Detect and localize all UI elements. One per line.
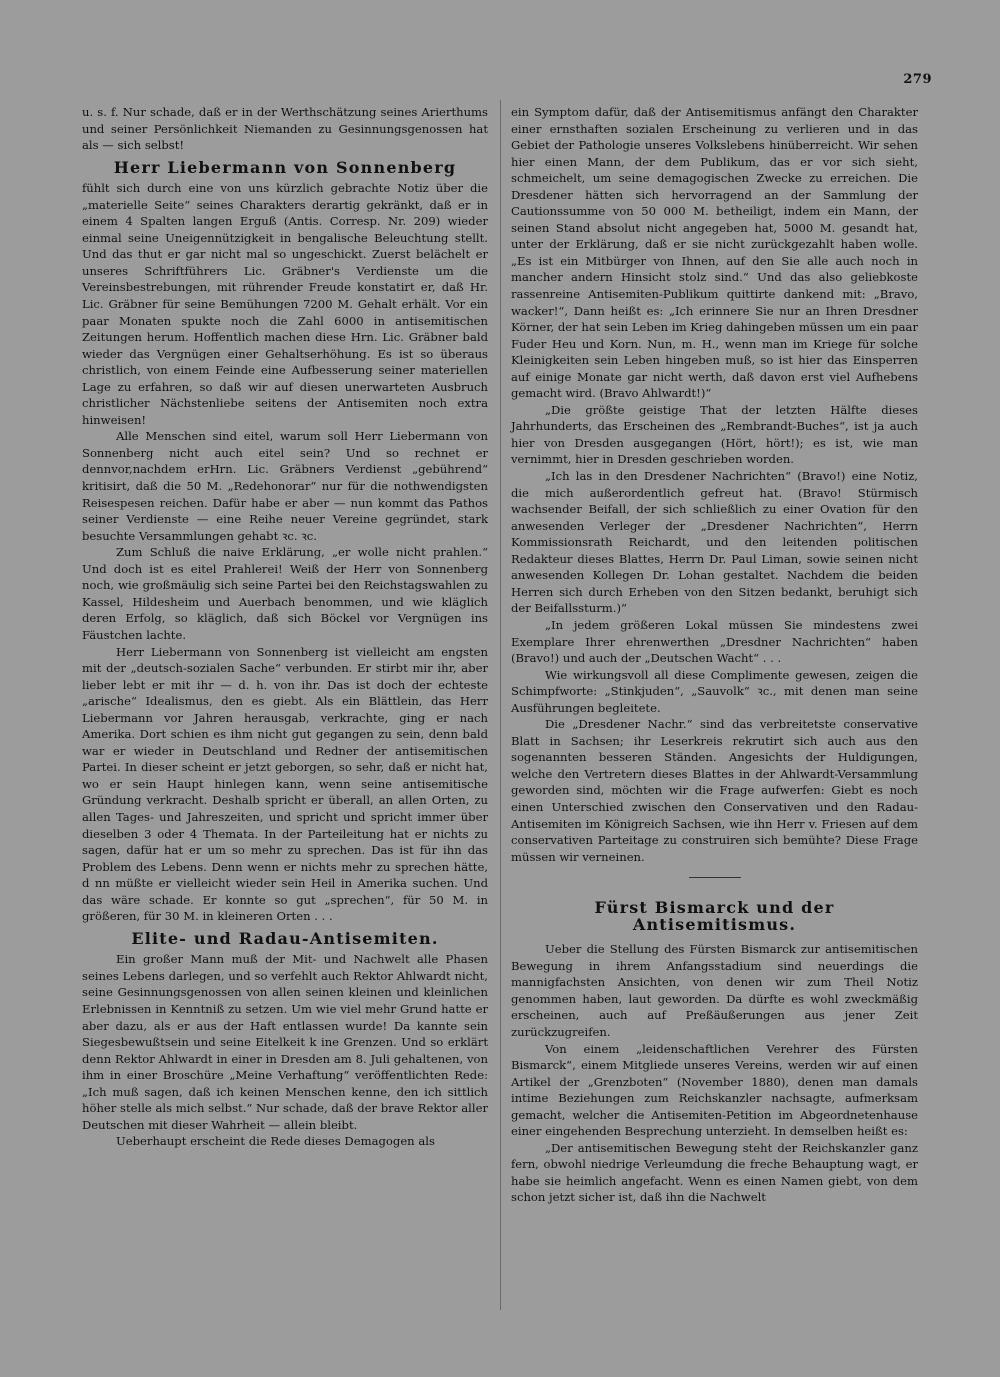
right-paragraph-8: Von einem „leidenschaftlichen Verehrer des Fürsten Bismarck“, einem Mitgliede unseres Vereins, werden wir auf einen Artikel der „Grenzboten“ (November 1880), denen man damals intime Beziehungen zum Reichskanzler nachsagte, aufmerksam gemacht, welcher die Antisemiten-Petition im Abgeordnetenhause einer eingehenden Besprechung unterzieht. In demselben heißt es: [511,1041,918,1139]
left-paragraph-7: Ueberhaupt erscheint die Rede dieses Demagogen als [116,1134,435,1149]
right-paragraph-9: „Der antisemitischen Bewegung steht der Reichskanzler ganz fern, obwohl niedrige Verleumdung die freche Behauptung wagt, er habe sie heimlich angefacht. Wenn es einen Namen giebt, von dem schon jetzt sicher ist, daß ihn die Nachwelt [511,1140,918,1205]
left-paragraph-5: Herr Liebermann von Sonnenberg ist vielleicht am engsten mit der „deutsch-sozialen Sache“ verbunden. Er stirbt mir ihr, aber lieber lebt er mit ihr — d. h. von ihr. Das ist doch der echteste „arische“ Idealismus, den es giebt. Als ein Blättlein, das Herr Liebermann vor Jahren herausgab, verkrachte, ging er nach Amerika. Dort schien es ihm nicht gut gegangen zu sein, denn bald war er wieder in Deutschland und Redner der antisemitischen Partei. In dieser scheint er jetzt geborgen, so sehr, daß er nicht hat, wo er sein Haupt hinlegen kann, wenn seine antisemitische Gründung verkracht. Deshalb spricht er überall, an allen Orten, zu allen Tages- und Jahreszeiten, und spricht und spricht immer über dieselben 3 oder 4 Themata. In der Parteileitung hat er nichts zu sagen, dafür hat er um so mehr zu sprechen. Das ist für ihn das Problem des Lebens. Denn wenn er nichts mehr zu sprechen hätte, d nn müßte er vielleicht wieder sein Heil in Amerika suchen. Und das wäre schade. Er konnte so gut „sprechen“, für 50 M. in größeren, für 30 M. in kleineren Orten . . . [82,644,488,924]
article-heading-liebermann: Herr Liebermann von Sonnenberg [113,157,457,177]
section-separator [689,877,741,878]
left-column [82,104,488,1150]
article-heading-bismarck: Fürst Bismarck und der Antisemitismus. [594,898,835,934]
right-paragraph-2: „Die größte geistige That der letzten Hälfte dieses Jahrhunderts, das Erscheinen des „Rembrandt-Buches“, ist ja auch hier von Dresden ausgegangen (Hört, hört!); es ist, wie man vernimmt, hier in Dresden geschrieben worden. [511,402,918,467]
right-paragraph-6: Die „Dresdener Nachr.“ sind das verbreitetste conservative Blatt in Sachsen; ihr Leserkreis rekrutirt sich auch aus den sogenannten besseren Ständen. Angesichts der Huldigungen, welche den Vertretern dieses Blattes in der Ahlwardt-Versammlung geworden sind, möchten wir die Frage aufwerfen: Giebt es noch einen Unterschied zwischen den Conservativen und den Radau-Antisemiten im Königreich Sachsen, wie ihn Herr v. Friesen auf dem conservativen Parteitage zu construiren sich bemühte? Diese Frage müssen wir verneinen. [511,717,918,864]
right-paragraph-3: „Ich las in den Dresdener Nachrichten“ (Bravo!) eine Notiz, die mich außerordentlich gefreut hat. (Bravo! Stürmisch wachsender Beifall, der sich schließlich zu einer Ovation für den anwesenden Verleger der „Dresdener Nachrichten“, Herrn Kommissionsrath Reichardt, und den leitenden politischen Redakteur dieses Blattes, Herrn Dr. Paul Liman, sowie seinen nicht anwesenden Kollegen Dr. Lohan gestaltet. Nachdem die beiden Herren sich durch Erheben von den Sitzen bedankt, beruhigt sich der Beifallssturm.)“ [511,469,918,616]
right-column [511,104,918,1206]
article-heading-elite-radau: Elite- und Radau-Antisemiten. [131,928,439,948]
page-number: 279 [903,72,932,87]
right-paragraph-1: ein Symptom dafür, daß der Antisemitismus anfängt den Charakter einer ernsthaften sozialen Erscheinung zu verlieren und in das Gebiet der Pathologie unseres Volkslebens hinüberreicht. Wir sehen hier einen Mann, der dem Publikum, das er vor sich sieht, schmeichelt, um seine demagogischen Zwecke zu erreichen. Die Dresdener hätten sich hervorragend an der Sammlung der Cautionssumme von 50 000 M. betheiligt, indem ein Mann, der seinen Stand absolut nicht angegeben hat, 5000 M. gesandt hat, unter der Erklärung, daß er sie nicht zurückgezahlt haben wolle. „Es ist ein Mitbürger von Ihnen, auf den Sie alle auch noch in mancher andern Hinsicht stolz sind.“ Und das also geliebkoste rassenreine Antisemiten-Publikum quittirte dankend mit: „Bravo, wacker!“, Dann heißt es: „Ich erinnere Sie nur an Ihren Dresdner Körner, der hat sein Leben im Krieg dahingeben müssen um ein paar Fuder Heu und Korn. Nun, m. H., wenn man im Kriege für solche Kleinigkeiten sein Leben hingeben muß, so ist hier das Einsperren auf einige Monate gar nicht werth, daß davon erst viel Aufhebens gemacht wird. (Bravo Ahlwardt!)“ [511,105,918,401]
left-paragraph-1: u. s. f. Nur schade, daß er in der Werthschätzung seines Arierthums und seiner Persönlichkeit Niemanden zu Gesinnungsgenossen hat als — sich selbst! [82,105,488,153]
left-paragraph-4: Zum Schluß die naive Erklärung, „er wolle nicht prahlen.“ Und doch ist es eitel Prahlerei! Weiß der Herr von Sonnenberg noch, wie großmäulig sich seine Partei bei den Reichstagswahlen zu Kassel, Hildesheim und Auerbach benommen, und wie kläglich deren Erfolg, so kläglich, daß sich Böckel vor Vergnügen ins Fäustchen lachte. [82,545,488,642]
left-paragraph-3: Alle Menschen sind eitel, warum soll Herr Liebermann von Sonnenberg nicht auch eitel sein? Und so rechnet er dennvor,nachdem erHrn. Lic. Gräbners Verdienst „gebührend“ kritisirt, daß die 50 M. „Redehonorar“ nur für die nothwendigsten Reisespesen reichen. Dafür habe er aber — nun kommt das Pathos seiner Verdienste — eine Reihe neuer Vereine gegründet, stark besuchte Versammlungen gehabt ꝛc. ꝛc. [82,429,488,543]
left-paragraph-6: Ein großer Mann muß der Mit- und Nachwelt alle Phasen seines Lebens darlegen, und so verfehlt auch Rektor Ahlwardt nicht, seine Gesinnungsgenossen von allen seinen kleinen und kleinlichen Erlebnissen in Kenntniß zu setzen. Um wie viel mehr Grund hatte er aber dazu, als er aus der Haft entlassen wurde! Da kannte sein Siegesbewußtsein und seine Eitelkeit k ine Grenzen. Und so erklärt denn Rektor Ahlwardt in einer in Dresden am 8. Juli gehaltenen, von ihm in einer Broschüre „Meine Verhaftung“ veröffentlichten Rede: „Ich muß sagen, daß ich keinen Menschen kenne, den ich sittlich höher stelle als mich selbst.“ Nur schade, daß der brave Rektor aller Deutschen mit dieser Wahrheit — allein bleibt. [82,952,488,1132]
right-paragraph-4: „In jedem größeren Lokal müssen Sie mindestens zwei Exemplare Ihrer ehrenwerthen „Dresdner Nachrichten“ haben (Bravo!) und auch der „Deutschen Wacht“ . . . [511,617,918,666]
right-paragraph-5: Wie wirkungsvoll all diese Complimente gewesen, zeigen die Schimpfworte: „Stinkjuden“, „Sauvolk“ ꝛc., mit denen man seine Ausführungen begleitete. [511,667,918,715]
left-paragraph-2: fühlt sich durch eine von uns kürzlich gebrachte Notiz über die „materielle Seite“ seines Charakters derartig gekränkt, daß er in einem 4 Spalten langen Erguß (Antis. Corresp. Nr. 209) wieder einmal seine Uneigennützigkeit in bengalische Beleuchtung stellt. Und das thut er gar nicht mal so ungeschickt. Zuerst belächelt er unseres Schriftführers Lic. Gräbner's Verdienste um die Vereinsbestrebungen, mit rührender Freude konstatirt er, daß Hr. Lic. Gräbner für seine Bemühungen 7200 M. Gehalt erhält. Vor ein paar Monaten spukte noch die Zahl 6000 in antisemitischen Zeitungen herum. Hoffentlich machen diese Hrn. Lic. Gräbner bald wieder das Vergnügen einer Gehaltserhöhung. Es ist so überaus christlich, von einem Feinde eine Aufbesserung seiner materiellen Lage zu erfahren, so daß wir auf diesen unerwarteten Ausbruch christlicher Nächstenliebe seitens der Antisemiten noch extra hinweisen! [82,181,488,427]
right-paragraph-7: Ueber die Stellung des Fürsten Bismarck zur antisemitischen Bewegung in ihrem Anfangsstadium sind neuerdings die mannigfachsten Ansichten, von denen wir zum Theil Notiz genommen haben, laut geworden. Da dürfte es wohl zweckmäßig erscheinen, auch auf Preßäußerungen aus jener Zeit zurückzugreifen. [511,942,918,1039]
column-divider [500,100,501,1310]
